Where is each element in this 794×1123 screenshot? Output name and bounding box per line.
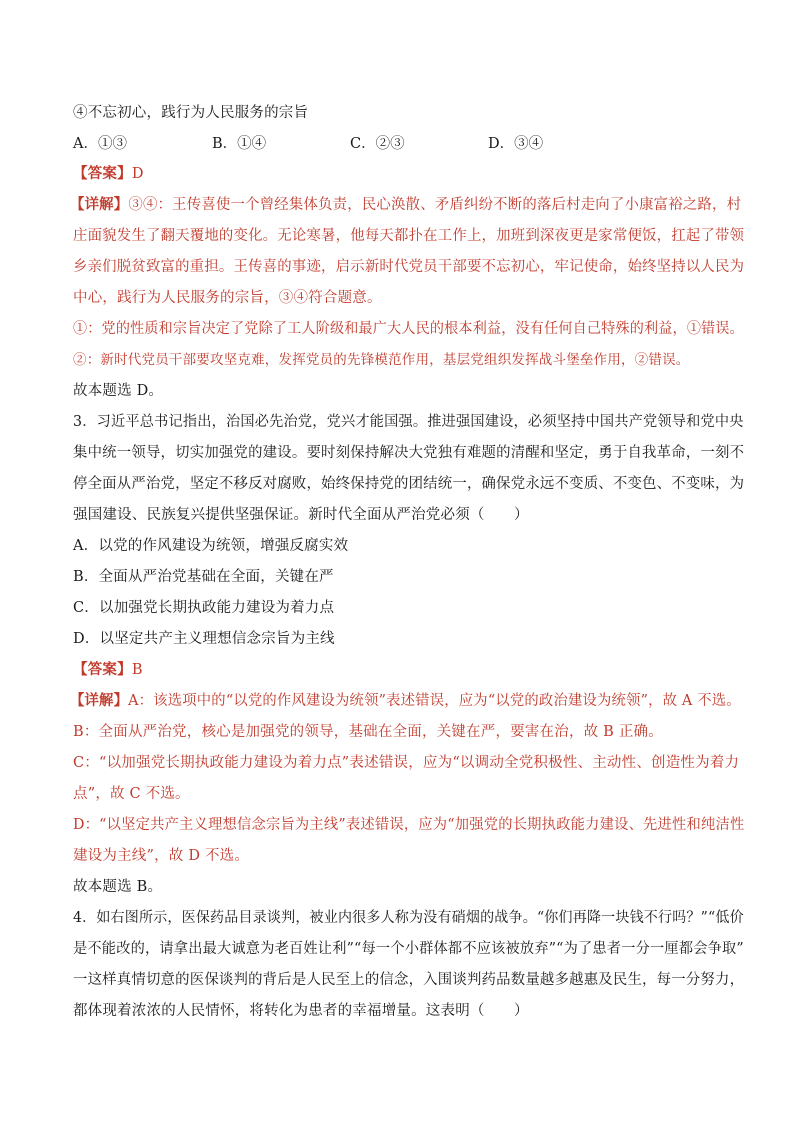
q3-option-c: C．以加强党长期执政能力建设为着力点 — [73, 600, 335, 616]
q2-answer — [73, 164, 144, 184]
q2-choice-a: A．①③ — [73, 136, 127, 152]
q3-detail-line-5: D：“以坚定共产主义理想信念宗旨为主线”表述错误，应为“加强党的长期执政能力建设、先进性和纯洁性 — [73, 817, 745, 833]
q3-detail-line-2: B：全面从严治党，核心是加强党的领导，基础在全面，关键在严，要害在治，故 B 正确。 — [73, 724, 663, 740]
answer-tag: 【答案】 — [73, 661, 132, 678]
q2-choice-d: D．③④ — [488, 136, 544, 152]
q3-stem-line-1: 3．习近平总书记指出，治国必先治党，党兴才能国强。推进强国建设，必须坚持中国共产党领导和党中央 — [73, 414, 744, 430]
q3-stem-line-3: 停全面从严治党，坚定不移反对腐败，始终保持党的团结统一，确保党永远不变质、不变色、不变味，为 — [73, 476, 745, 492]
q3-conclusion: 故本题选 B。 — [73, 879, 163, 895]
q2-conclusion: 故本题选 D。 — [73, 383, 164, 399]
q3-detail-line-6: 建设为主线”，故 D 不选。 — [73, 848, 250, 864]
q2-detail-line-2: 庄面貌发生了翻天覆地的变化。无论寒暑，他每天都扑在工作上，加班到深夜更是家常便饭，扛起了带领 — [73, 228, 745, 244]
q3-detail-line-3: C：“以加强党长期执政能力建设为着力点”表述错误，应为“以调动全党积极性、主动性、创造性为着力 — [73, 755, 740, 771]
q3-stem-line-2: 集中统一领导，切实加强党的建设。要时刻保持解决大党独有难题的清醒和坚定，勇于自我革命，一刻不 — [73, 445, 745, 461]
q4-stem-line-3: 一这样真情切意的医保谈判的背后是人民至上的信念，入围谈判药品数量越多越惠及民生，每一分努力， — [73, 972, 745, 988]
detail-text: ③④：王传喜使一个曾经集体负责，民心涣散、矛盾纠纷不断的落后村走向了小康富裕之路，村 — [128, 197, 742, 213]
detail-tag: 【详解】 — [70, 196, 129, 213]
q2-choice-c: C．②③ — [350, 136, 405, 152]
q4-stem-line-2: 是不能改的，请拿出最大诚意为老百姓让利”“每一个小群体都不应该被放弃”“为了患者一分一厘都会争取” — [73, 941, 744, 957]
q4-stem-line-1: 4．如右图所示，医保药品目录谈判，被业内很多人称为没有硝烟的战争。“你们再降一块钱不行吗？”“低价 — [73, 910, 744, 926]
answer-value: D — [131, 166, 144, 182]
q2-detail-line-6: ②：新时代党员干部要攻坚克难，发挥党员的先锋模范作用，基层党组织发挥战斗堡垒作用，②错误。 — [73, 352, 690, 368]
q3-option-b: B．全面从严治党基础在全面，关键在严 — [73, 569, 334, 585]
q3-detail-line-4: 点”，故 C 不选。 — [73, 786, 190, 802]
detail-text: A：该选项中的“以党的作风建设为统领”表述错误，应为“以党的政治建设为统领”，故 A 不选。 — [128, 693, 741, 709]
q2-choice-b: B．①④ — [212, 136, 267, 152]
q2-option-4: ④不忘初心，践行为人民服务的宗旨 — [73, 105, 309, 121]
answer-tag: 【答案】 — [73, 165, 132, 182]
q3-stem-line-4: 强国建设、民族复兴提供坚强保证。新时代全面从严治党必须（ ） — [73, 507, 529, 523]
detail-tag: 【详解】 — [70, 692, 129, 709]
q3-detail-line-1 — [70, 691, 741, 711]
q3-option-a: A．以党的作风建设为统领，增强反腐实效 — [73, 538, 349, 554]
q4-stem-line-4: 都体现着浓浓的人民情怀，将转化为患者的幸福增量。这表明（ ） — [73, 1003, 529, 1019]
answer-value: B — [131, 662, 143, 678]
q2-detail-line-4: 中心，践行为人民服务的宗旨，③④符合题意。 — [73, 290, 382, 306]
q3-option-d: D．以坚定共产主义理想信念宗旨为主线 — [73, 631, 335, 647]
q2-detail-line-1 — [70, 195, 741, 215]
q2-detail-line-5: ①：党的性质和宗旨决定了党除了工人阶级和最广大人民的根本利益，没有任何自己特殊的利益，①错误。 — [73, 321, 744, 337]
q2-detail-line-3: 乡亲们脱贫致富的重担。王传喜的事迹，启示新时代党员干部要不忘初心，牢记使命，始终坚持以人民为 — [73, 259, 745, 275]
q3-answer — [73, 660, 143, 680]
